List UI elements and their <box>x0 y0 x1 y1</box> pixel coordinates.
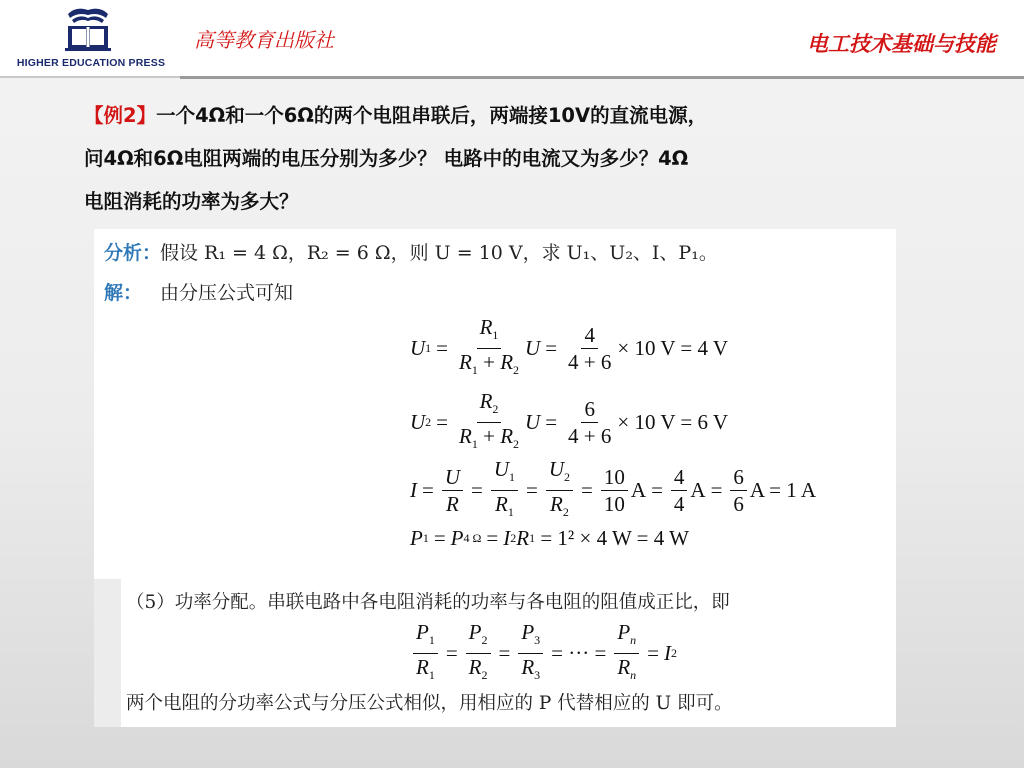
analysis-text: 假设 R₁ = 4 Ω，R₂ = 6 Ω，则 U = 10 V，求 U₁、U₂、I、P₁。 <box>160 242 718 264</box>
equation-power: P 1 = P 4 Ω = I 2 R 1 = 1² × 4 W = 4 W <box>410 526 689 550</box>
analysis-label: 分析： <box>104 242 162 264</box>
equation-power-ratio: $\frac{P_1}{R_1}$ = $\frac{P_2}{R_2}$ = $\frac{P_3}{R_3}$ = ··· = $\frac{P_n}{R_n}$ = I 2 <box>410 620 677 687</box>
publisher-logo <box>0 0 180 76</box>
header-divider-left <box>0 76 180 78</box>
publisher-name: 高等教育出版社 <box>194 28 334 52</box>
problem-statement <box>84 94 984 223</box>
problem-line-3: 电阻消耗的功率为多大？ <box>84 190 299 213</box>
equation-power-result: = 1² × 4 W = 4 W <box>540 526 689 550</box>
equation-u2: U 2 = $\frac{R_2}{R_1 + R_2}$ U = $\frac{6}{4 + 6}$ × 10 V = 6 V <box>410 389 729 452</box>
equation-current-result: A = 1 A <box>749 478 817 503</box>
equation-current: I = $\frac{U}{R}$ = $\frac{U_1}{R_1}$ = $\frac{U_2}{R_2}$ = $\frac{10}{10}$ A = $\frac{4}{4}$ A = $\frac{6}{6}$ A = 1 A <box>410 457 817 520</box>
equation-u2-result: × 10 V = 6 V <box>617 410 729 435</box>
problem-line-2: 问4Ω和6Ω电阻两端的电压分别为多少？ 电路中的电流又为多少？4Ω <box>84 147 689 170</box>
panel-edge <box>94 579 121 727</box>
equation-u1: U 1 = $\frac{R_1}{R_1 + R_2}$ U = $\frac{4}{4 + 6}$ × 10 V = 4 V <box>410 315 729 378</box>
logo-text: HIGHER EDUCATION PRESS <box>16 57 166 69</box>
solve-label: 解： <box>104 282 143 304</box>
power-distribution-note: （5）功率分配。串联电路中各电阻消耗的功率与各电阻的阻值成正比，即 <box>126 592 730 613</box>
slide-header <box>0 0 1024 78</box>
header-divider <box>180 76 1024 79</box>
press-emblem-icon <box>62 4 114 54</box>
example-tag: 【例2】 <box>84 104 157 127</box>
solve-text: 由分压公式可知 <box>160 282 294 304</box>
course-title: 电工技术基础与技能 <box>807 31 996 56</box>
problem-line-1: 【例2】一个4Ω和一个6Ω的两个电阻串联后，两端接10V的直流电源， <box>84 104 708 127</box>
power-formula-note: 两个电阻的分功率公式与分压公式相似，用相应的 P 代替相应的 U 即可。 <box>126 693 733 714</box>
equation-u1-result: × 10 V = 4 V <box>617 336 729 361</box>
